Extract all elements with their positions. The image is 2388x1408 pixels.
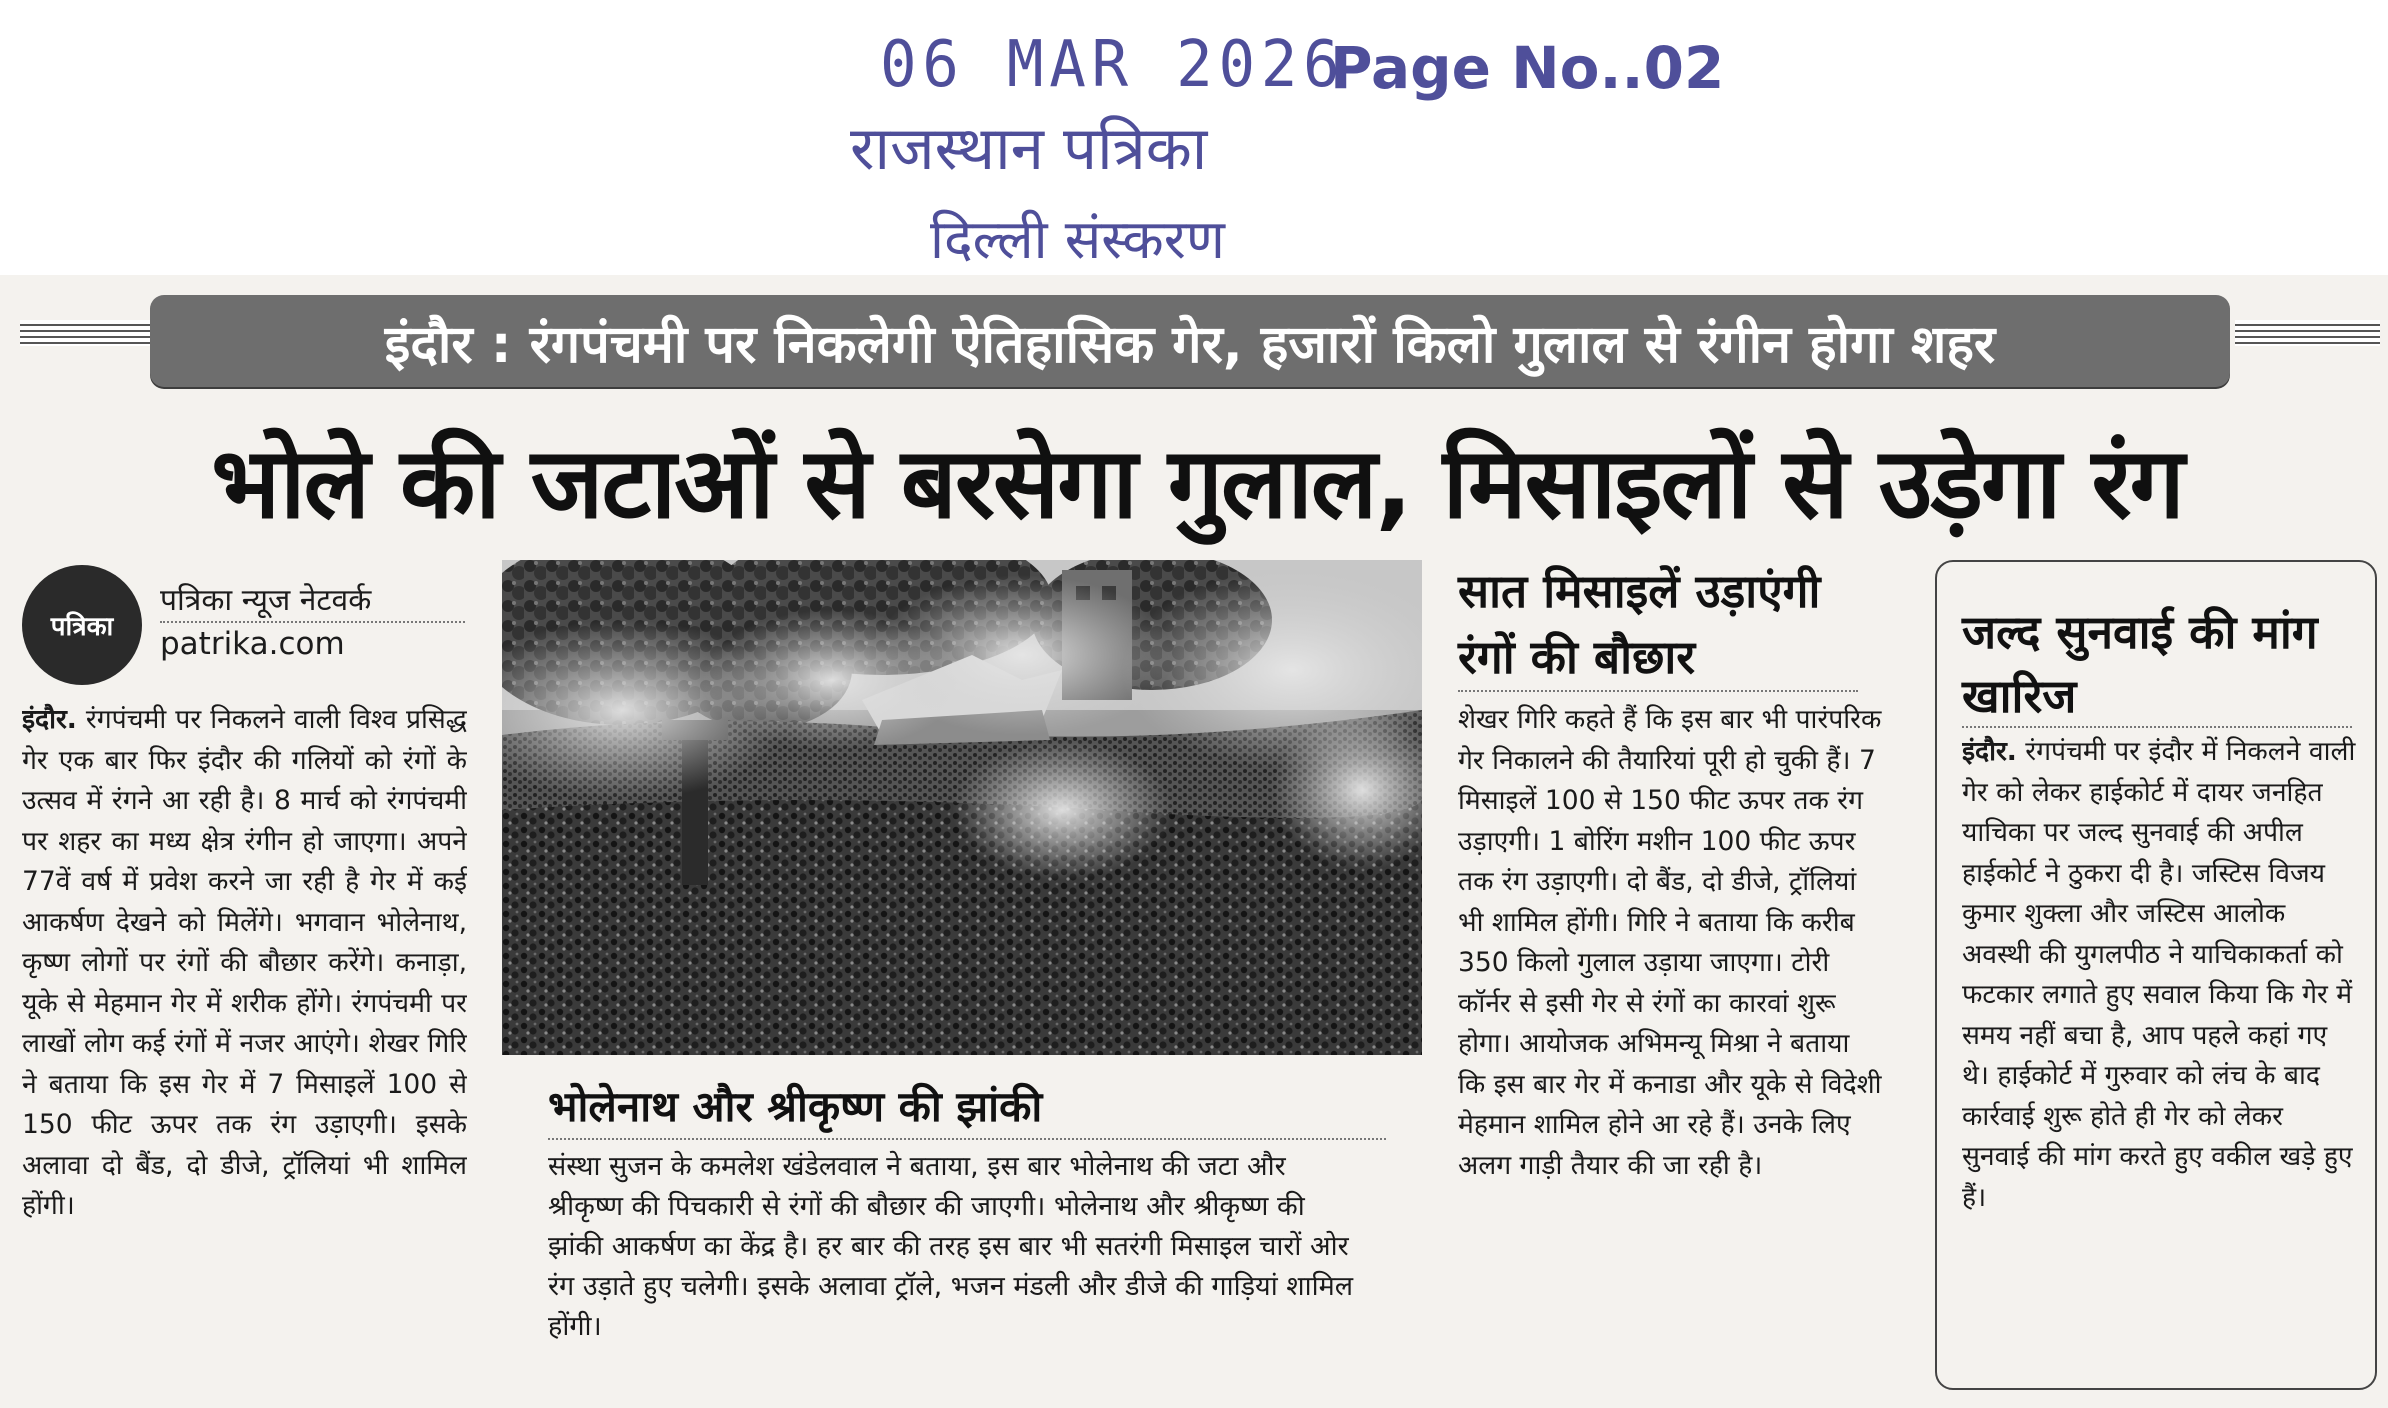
decorative-rules-right: [2235, 320, 2380, 346]
side-story-title: सात मिसाइलें उड़ाएंगी रंगों की बौछार: [1458, 564, 1821, 684]
stamp-page-number: Page No..02: [1330, 34, 1725, 102]
boxed-story-body: [1962, 732, 2357, 1372]
byline-network: पत्रिका न्यूज नेटवर्क: [160, 583, 372, 618]
main-story-dateline: इंदौर.: [22, 704, 77, 735]
boxed-story-title: जल्द सुनवाई की मांग खारिज: [1962, 605, 2318, 723]
stamp-date: 06 MAR 2026: [880, 28, 1346, 102]
decorative-rules-left: [20, 320, 150, 346]
stamp-newspaper-name: राजस्थान पत्रिका: [850, 114, 1208, 184]
caption-divider: [548, 1138, 1386, 1140]
kicker-text: इंदौर : रंगपंचमी पर निकलेगी ऐतिहासिक गेर, हजारों किलो गुलाल से रंगीन होगा शहर: [384, 315, 1996, 375]
main-story-text: रंगपंचमी पर निकलने वाली विश्व प्रसिद्ध गेर एक बार फिर इंदौर की गलियों को रंगों के उत्सव में रंगने आ रही है। 8 मार्च को रंगपंचमी पर शहर का मध्य क्षेत्र रंगीन हो जाएगा। अपने 77वें वर्ष में प्रवेश करने जा रही है गेर में कई आकर्षण देखने को मिलेंगे। भगवान भोलेनाथ, कृष्ण लोगों पर रंगों की बौछार करेंगे। कनाड़ा, यूके से मेहमान गेर में शरीक होंगे। रंगपंचमी पर लाखों लोग कई रंगों में नजर आएंगे। शेखर गिरि ने बताया कि इस गेर में 7 मिसाइलें 100 से 150 फीट ऊपर तक रंग उड़ाएगी। इसके अलावा दो बैंड, दो डीजे, ट्रॉलियां भी शामिल होंगी।: [22, 704, 467, 1221]
boxed-story-text: रंगपंचमी पर इंदौर में निकलने वाली गेर को लेकर हाईकोर्ट में दायर जनहित याचिका पर जल्द सुनवाई की अपील हाईकोर्ट ने ठुकरा दी है। जस्टिस विजय कुमार शुक्ला और जस्टिस आलोक अवस्थी की युगलपीठ ने याचिकाकर्ता को फटकार लगाते हुए सवाल किया कि गेर में समय नहीं बचा है, आप पहले कहां गए थे। हाईकोर्ट में गुरुवार को लंच के बाद कार्रवाई शुरू होते ही गेर को लेकर सुनवाई की मांग करते हुए वकील खड़े हुए हैं।: [1962, 736, 2356, 1213]
side-story-divider: [1458, 690, 1858, 692]
festival-crowd-photo: [502, 560, 1422, 1055]
headline: भोले की जटाओं से बरसेगा गुलाल, मिसाइलों से उड़ेगा रंग: [211, 427, 2183, 541]
side-story-text: शेखर गिरि कहते हैं कि इस बार भी पारंपरिक गेर निकालने की तैयारियां पूरी हो चुकी हैं। 7 मिसाइलें 100 से 150 फीट ऊपर तक रंग उड़ाएगी। 1 बोरिंग मशीन 100 फीट ऊपर तक रंग उड़ाएगी। दो बैंड, दो डीजे, ट्रॉलियां भी शामिल होंगी। गिरि ने बताया कि करीब 350 किलो गुलाल उड़ाया जाएगा। टोरी कॉर्नर से इसी गेर से रंगों का कारवां शुरू होगा। आयोजक अभिमन्यू मिश्रा ने बताया कि इस बार गेर में कनाडा और यूके से विदेशी मेहमान शामिल होने आ रहे हैं। उनके लिए अलग गाड़ी तैयार की जा रही है।: [1458, 704, 1882, 1181]
byline-website: patrika.com: [160, 626, 345, 662]
stamp-edition: दिल्ली संस्करण: [930, 208, 1225, 271]
photo-caption-text: संस्था सुजन के कमलेश खंडेलवाल ने बताया, इस बार भोलेनाथ की जटा और श्रीकृष्ण की पिचकारी से रंगों की बौछार की जाएगी। भोलेनाथ और श्रीकृष्ण की झांकी आकर्षण का केंद्र है। हर बार की तरह इस बार भी सतरंगी मिसाइल चारों ओर रंग उड़ाते हुए चलेगी। इसके अलावा ट्रॉले, भजन मंडली और डीजे की गाड़ियां शामिल होंगी।: [548, 1151, 1354, 1342]
boxed-story-dateline: इंदौर.: [1962, 736, 2017, 767]
byline-divider: [160, 621, 465, 623]
boxed-story-divider: [1962, 726, 2352, 728]
photo-caption-title: भोलेनाथ और श्रीकृष्ण की झांकी: [548, 1082, 1043, 1131]
main-story-body: [22, 700, 467, 1405]
patrika-logo: पत्रिका: [22, 565, 142, 685]
